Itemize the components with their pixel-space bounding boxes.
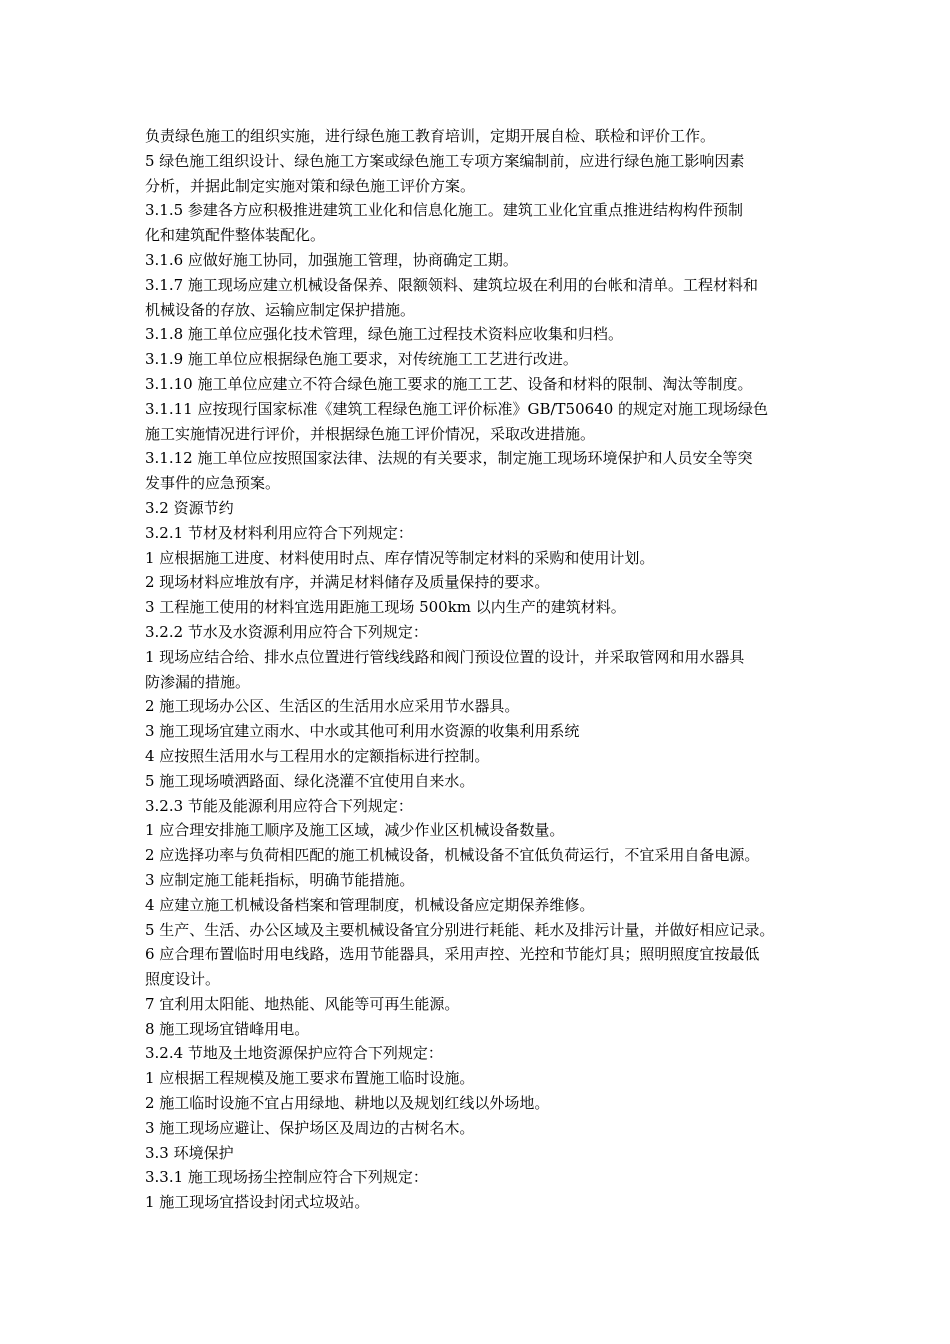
text-line: 2 施工现场办公区、生活区的生活用水应采用节水器具。: [145, 697, 520, 716]
text-line: 3.2.4 节地及土地资源保护应符合下列规定：: [145, 1044, 443, 1063]
text-line: 3 工程施工使用的材料宜选用距施工现场 500km 以内生产的建筑材料。: [145, 598, 626, 617]
text-line: 7 宜利用太阳能、地热能、风能等可再生能源。: [145, 994, 460, 1013]
text-line: 3.1.5 参建各方应积极推进建筑工业化和信息化施工。建筑工业化宜重点推进结构构件预制: [145, 201, 743, 220]
text-line: 3.1.6 应做好施工协同，加强施工管理，协商确定工期。: [145, 250, 518, 269]
text-line: 1 应根据工程规模及施工要求布置施工临时设施。: [145, 1069, 475, 1088]
text-line: 3 施工现场应避让、保护场区及周边的古树名木。: [145, 1118, 475, 1137]
text-line: 4 应按照生活用水与工程用水的定额指标进行控制。: [145, 746, 490, 765]
text-line: 3.3 环境保护: [145, 1143, 234, 1162]
text-line: 3.1.10 施工单位应建立不符合绿色施工要求的施工工艺、设备和材料的限制、淘汰等制度。: [145, 374, 753, 393]
text-line: 3.1.8 施工单位应强化技术管理，绿色施工过程技术资料应收集和归档。: [145, 325, 623, 344]
text-line: 2 施工临时设施不宜占用绿地、耕地以及规划红线以外场地。: [145, 1094, 550, 1113]
document-page: [145, 124, 825, 1215]
text-line: 负责绿色施工的组织实施，进行绿色施工教育培训，定期开展自检、联检和评价工作。: [145, 127, 716, 145]
text-line: 1 应合理安排施工顺序及施工区域，减少作业区机械设备数量。: [145, 821, 565, 840]
text-line: 分析，并据此制定实施对策和绿色施工评价方案。: [145, 176, 476, 195]
text-line: 1 施工现场宜搭设封闭式垃圾站。: [145, 1193, 370, 1212]
text-line: 化和建筑配件整体装配化。: [145, 226, 326, 245]
text-line: 3.2.3 节能及能源利用应符合下列规定：: [145, 796, 413, 815]
text-line: 3.2.2 节水及水资源利用应符合下列规定：: [145, 622, 428, 641]
text-line: 5 生产、生活、办公区域及主要机械设备宜分别进行耗能、耗水及排污计量，并做好相应记录。: [145, 920, 775, 939]
text-line: 3.2.1 节材及材料利用应符合下列规定：: [145, 523, 413, 542]
text-line: 机械设备的存放、运输应制定保护措施。: [145, 300, 416, 319]
text-line: 照度设计。: [145, 970, 221, 989]
text-line: 3.1.11 应按现行国家标准《建筑工程绿色施工评价标准》GB/T50640 的规定对施工现场绿色: [145, 399, 769, 418]
text-line: 3 应制定施工能耗指标，明确节能措施。: [145, 870, 415, 889]
text-line: 施工实施情况进行评价，并根据绿色施工评价情况，采取改进措施。: [145, 424, 596, 443]
text-line: 防渗漏的措施。: [145, 672, 251, 691]
text-line: 5 施工现场喷洒路面、绿化浇灌不宜使用自来水。: [145, 771, 475, 790]
text-line: 1 应根据施工进度、材料使用时点、库存情况等制定材料的采购和使用计划。: [145, 548, 655, 567]
text-line: 3.3.1 施工现场扬尘控制应符合下列规定：: [145, 1168, 428, 1187]
text-line: 3.1.12 施工单位应按照国家法律、法规的有关要求，制定施工现场环境保护和人员安全等突: [145, 449, 753, 468]
text-line: 2 现场材料应堆放有序，并满足材料储存及质量保持的要求。: [145, 573, 550, 592]
text-line: 发事件的应急预案。: [145, 474, 281, 493]
text-line: 8 施工现场宜错峰用电。: [145, 1019, 310, 1038]
text-line: 3.2 资源节约: [145, 498, 234, 517]
text-line: 3 施工现场宜建立雨水、中水或其他可利用水资源的收集利用系统: [145, 722, 580, 741]
text-line: 1 现场应结合给、排水点位置进行管线线路和阀门预设位置的设计，并采取管网和用水器具: [145, 647, 745, 666]
text-line: 6 应合理布置临时用电线路，选用节能器具，采用声控、光控和节能灯具；照明照度宜按最低: [145, 945, 760, 964]
text-line: 5 绿色施工组织设计、绿色施工方案或绿色施工专项方案编制前，应进行绿色施工影响因素: [145, 151, 745, 170]
text-line: 4 应建立施工机械设备档案和管理制度，机械设备应定期保养维修。: [145, 895, 595, 914]
text-line: 2 应选择功率与负荷相匹配的施工机械设备，机械设备不宜低负荷运行，不宜采用自备电源。: [145, 846, 760, 865]
text-line: 3.1.7 施工现场应建立机械设备保养、限额领料、建筑垃圾在利用的台帐和清单。工程材料和: [145, 275, 758, 294]
text-line: 3.1.9 施工单位应根据绿色施工要求，对传统施工工艺进行改进。: [145, 350, 578, 369]
